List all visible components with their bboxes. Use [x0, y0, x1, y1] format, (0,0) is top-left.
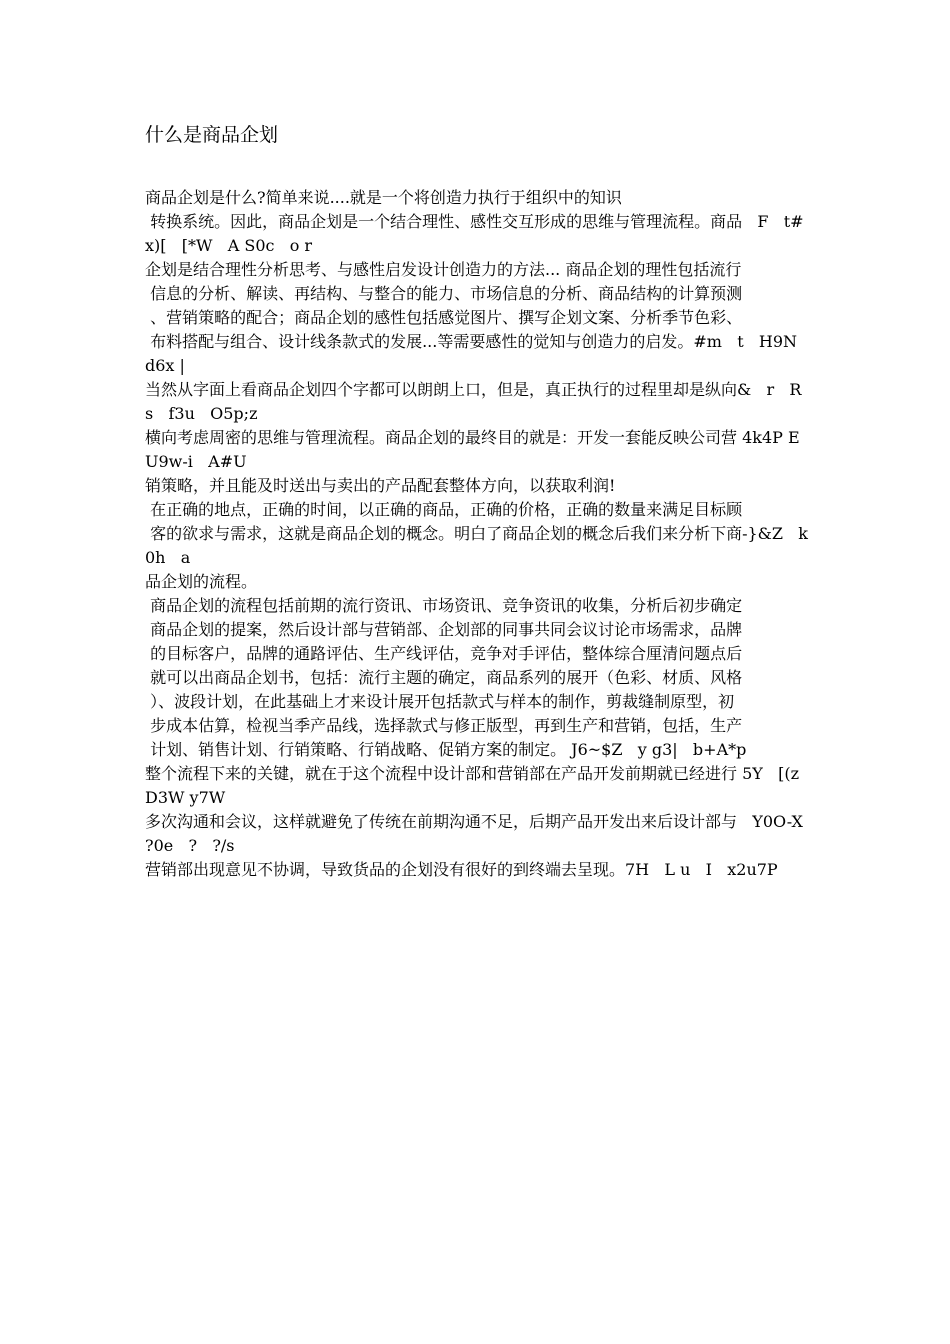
body-line: 在正确的地点，正确的时间，以正确的商品，正确的价格，正确的数量来满足目标顾: [145, 500, 743, 519]
body-line: 商品企划是什么?简单来说....就是一个将创造力执行于组织中的知识: [145, 188, 622, 207]
body-line: 横向考虑周密的思维与管理流程。商品企划的最终目的就是：开发一套能反映公司营 4k4P E U9w-i A#U: [145, 428, 815, 471]
body-line: 的目标客户，品牌的通路评估、生产线评估，竞争对手评估，整体综合厘清问题点后: [145, 644, 743, 663]
body-line: 商品企划的提案，然后设计部与营销部、企划部的同事共同会议讨论市场需求，品牌: [145, 620, 743, 639]
body-line: 企划是结合理性分析思考、与感性启发设计创造力的方法... 商品企划的理性包括流行: [145, 260, 742, 279]
body-line: 商品企划的流程包括前期的流行资讯、市场资讯、竞争资讯的收集，分析后初步确定: [145, 596, 743, 615]
body-line: 、营销策略的配合；商品企划的感性包括感觉图片、撰写企划文案、分析季节色彩、: [145, 308, 743, 327]
body-line: ）、波段计划，在此基础上才来设计展开包括款式与样本的制作，剪裁缝制原型，初: [145, 692, 735, 711]
body-line: 就可以出商品企划书，包括：流行主题的确定，商品系列的展开（色彩、材质、风格: [145, 668, 743, 687]
body-line: 计划、销售计划、行销策略、行销战略、促销方案的制定。 J6~$Z y g3| b+A*p: [145, 740, 747, 759]
body-line: 客的欲求与需求，这就是商品企划的概念。明白了商品企划的概念后我们来分析下商-}&Z k0h a: [145, 524, 808, 567]
body-line: 品企划的流程。: [145, 572, 258, 591]
body-line: 多次沟通和会议，这样就避免了传统在前期沟通不足，后期产品开发出来后设计部与 Y0O-X ?0e ? ?/s: [145, 812, 819, 855]
document-body: [145, 186, 819, 882]
body-line: 信息的分析、解读、再结构、与整合的能力、市场信息的分析、商品结构的计算预测: [145, 284, 743, 303]
document-page: [145, 120, 819, 882]
body-line: 当然从字面上看商品企划四个字都可以朗朗上口，但是，真正执行的过程里却是纵向& r R s f3u O5p;z: [145, 380, 817, 423]
body-line: 布料搭配与组合、设计线条款式的发展...等需要感性的觉知与创造力的启发。#m t H9N d6x |: [145, 332, 813, 375]
body-line: 转换系统。因此，商品企划是一个结合理性、感性交互形成的思维与管理流程。商品 F t#x)[ [*W A S0c o r: [145, 212, 804, 255]
body-line: 整个流程下来的关键，就在于这个流程中设计部和营销部在产品开发前期就已经进行 5Y [(z D3W y7W: [145, 764, 815, 807]
body-line: 销策略，并且能及时送出与卖出的产品配套整体方向，以获取利润!: [145, 476, 616, 495]
document-title: 什么是商品企划: [145, 124, 279, 146]
body-line: 步成本估算，检视当季产品线，选择款式与修正版型，再到生产和营销，包括，生产: [145, 716, 743, 735]
body-line: 营销部出现意见不协调，导致货品的企划没有很好的到终端去呈现。7H L u I x2u7P: [145, 860, 778, 879]
